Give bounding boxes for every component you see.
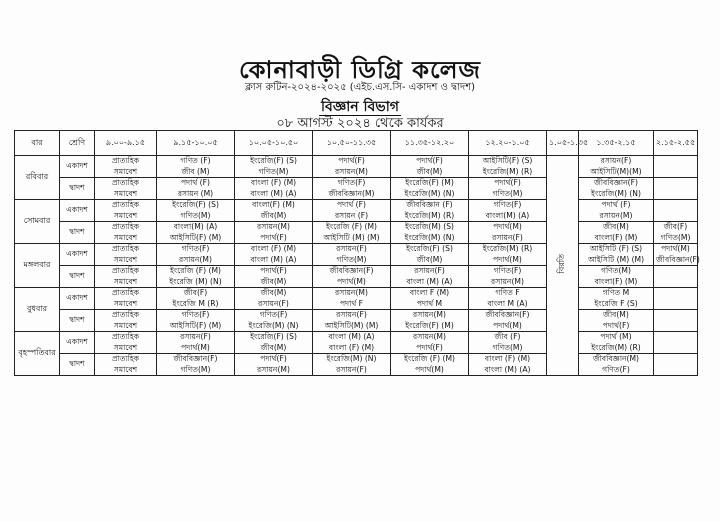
class-cell: দ্বাদশ <box>60 222 95 244</box>
subject-line: আইসিটি(M)(M) <box>590 166 642 176</box>
period-cell <box>469 200 547 222</box>
subject-line: রসায়ন(F) <box>258 298 289 308</box>
subject-line: ইংরেজি(M) (N) <box>404 188 455 198</box>
subject-line: গণিত(M) <box>336 254 367 264</box>
subject-line: পদার্থ(M) <box>493 254 522 264</box>
class-cell: দ্বাদশ <box>60 178 95 200</box>
assembly-cell <box>95 354 157 376</box>
subject-line: ইংরেজি (F) (M) <box>169 266 221 275</box>
subject-line: গণিত(M) <box>258 166 289 176</box>
subject-line: রসায়ন(F) <box>414 266 445 275</box>
day-cell: বুধবার <box>15 288 60 332</box>
subject-line: গণিত F <box>495 288 520 297</box>
header-cell: ১১.৩৫-১২.২০ <box>391 131 469 156</box>
period-cell <box>235 200 313 222</box>
subject-line: ইংরেজি(M) (R) <box>482 166 533 176</box>
subject-line: বাংলা (F) (M) <box>250 244 297 253</box>
subject-line: গণিত(M) <box>180 210 211 220</box>
period-cell <box>157 244 235 266</box>
subject-line: রসায়ন(M) <box>413 332 446 341</box>
department-label: বিজ্ঞান বিভাগ <box>321 99 399 115</box>
subject-line <box>656 343 695 354</box>
period-cell <box>235 244 313 266</box>
subject-line: গণিত(M) <box>492 188 523 198</box>
period-cell <box>469 222 547 244</box>
subject-line: পদার্থ(F) <box>260 354 287 363</box>
class-cell: একাদশ <box>60 332 95 354</box>
subject-line: বাংলা (F) (M) <box>328 342 375 352</box>
subject-line: ইংরেজি(M) (S) <box>404 222 455 231</box>
subject-line: গণিত(M) <box>601 266 631 275</box>
period-cell <box>313 156 391 178</box>
subject-line: রসায়ন(M) <box>335 288 368 297</box>
subject-line: ইংরেজি(F) (S) <box>172 200 219 209</box>
period-cell <box>579 200 654 222</box>
assembly-line: সমাবেশ <box>113 232 138 242</box>
subject-line: জীববিজ্ঞান(M) <box>328 188 375 198</box>
subject-line: পদার্থ(M) <box>493 320 522 330</box>
period-cell <box>654 354 698 376</box>
college-title: কোনাবাড়ী ডিগ্রি কলেজ <box>239 56 481 84</box>
subject-line: ইংরেজি(M) (R) <box>404 210 455 220</box>
period-cell <box>579 244 654 266</box>
subject-line: পদার্থ(M) <box>337 276 366 286</box>
subject-line: জীব(F) <box>183 288 208 297</box>
subject-line: পদার্থ M <box>416 298 443 308</box>
class-cell: দ্বাদশ <box>60 266 95 288</box>
period-cell <box>235 332 313 354</box>
period-cell <box>157 178 235 200</box>
routine-body <box>15 156 698 376</box>
class-cell: দ্বাদশ <box>60 310 95 332</box>
subject-line: গণিত(F) <box>259 310 288 319</box>
assembly-cell <box>95 310 157 332</box>
subject-line: গণিত(M) <box>492 342 523 352</box>
subject-line: ইংরেজি(M) (N) <box>248 320 299 330</box>
period-cell <box>313 354 391 376</box>
subject-line: রসায়ন(M) <box>179 254 212 264</box>
class-cell: দ্বাদশ <box>60 354 95 376</box>
subject-line: ইংরেজি (F) (M) <box>403 354 455 363</box>
subject-line: ইংরেজি(M) (R) <box>482 244 533 253</box>
period-cell <box>469 354 547 376</box>
class-cell: একাদশ <box>60 200 95 222</box>
subject-line: রসায়ন(M) <box>599 210 633 220</box>
subject-line: বাংলা (M) (A) <box>406 276 453 286</box>
class-cell: একাদশ <box>60 244 95 266</box>
subject-line: গণিত(M) <box>180 364 211 374</box>
period-cell <box>654 178 698 200</box>
assembly-line: সমাবেশ <box>113 254 138 264</box>
subject-line: জীব(M) <box>416 166 443 176</box>
subject-line: রসায়ন(F) <box>180 332 211 341</box>
period-cell <box>391 156 469 178</box>
period-cell <box>313 310 391 332</box>
subject-line: পদার্থ(M) <box>661 244 690 253</box>
subject-line: রসায়ন(M) <box>413 310 446 319</box>
header-row <box>15 131 698 156</box>
assembly-line: প্রাত্যহিক <box>111 310 140 319</box>
subject-line: বাংলা(F) (M) <box>594 232 638 242</box>
subject-line: ইংরেজি(M) (N) <box>591 188 641 198</box>
subject-line: আইসিটি(F) (S) <box>482 156 533 165</box>
header-cell: ১২.২০-১.০৫ <box>469 131 547 156</box>
subject-line: জীব(M) <box>416 254 443 264</box>
header-cell: ৯.০০-৯.১৫ <box>95 131 157 156</box>
subject-line: পদার্থ (F) <box>181 178 210 187</box>
period-cell <box>654 288 698 310</box>
subject-line: বাংলা (M) (A) <box>328 332 375 341</box>
subject-line: পদার্থ(M) <box>181 342 210 352</box>
subject-line: রসায়ন(F) <box>336 310 367 319</box>
subject-line <box>656 178 695 189</box>
day-cell: মঙ্গলবার <box>15 244 60 288</box>
subject-line <box>656 200 695 211</box>
subject-line: ইংরেজি (M) (N) <box>169 276 222 286</box>
subject-line: ইংরেজি(F) (S) <box>250 156 297 165</box>
subject-line: ইংরেজি(F) (S) <box>250 332 297 341</box>
period-cell <box>654 156 698 178</box>
subject-line: জীববিজ্ঞান(F) <box>173 354 218 363</box>
subject-line: রসায়ন(F) <box>336 364 367 374</box>
subject-line: গণিত M <box>602 288 630 297</box>
day-cell: বৃহস্পতিবার <box>15 332 60 376</box>
subject-line: রসায়ন(M) <box>335 166 368 176</box>
period-cell <box>157 354 235 376</box>
period-cell <box>579 222 654 244</box>
subject-line: পদার্থ (F) <box>337 200 366 209</box>
table-row <box>15 288 698 310</box>
subject-line: পদার্থ(F) <box>602 320 630 330</box>
subject-line: জীববিজ্ঞান (F) <box>406 200 453 209</box>
assembly-line: সমাবেশ <box>113 364 138 374</box>
subject-line: গণিত (F) <box>180 156 211 165</box>
period-cell <box>157 222 235 244</box>
day-cell: রবিবার <box>15 156 60 200</box>
subject-line <box>656 156 695 167</box>
assembly-cell <box>95 332 157 354</box>
header-cell: বার <box>15 131 60 156</box>
period-cell <box>235 266 313 288</box>
period-cell <box>157 156 235 178</box>
subject-line: গণিত(F) <box>602 364 630 374</box>
period-cell <box>391 200 469 222</box>
period-cell <box>313 178 391 200</box>
header-cell: ১.০৫-১.৩৫ <box>547 131 579 156</box>
assembly-line: প্রাত্যহিক <box>111 222 140 231</box>
period-cell <box>235 288 313 310</box>
subject-line: ইংরেজি F (S) <box>594 298 638 308</box>
period-cell <box>579 178 654 200</box>
table-row <box>15 222 698 244</box>
period-cell <box>579 310 654 332</box>
period-cell <box>235 222 313 244</box>
subject-line: গণিত(F) <box>181 310 210 319</box>
subject-line <box>656 365 695 376</box>
assembly-cell <box>95 178 157 200</box>
period-cell <box>235 310 313 332</box>
assembly-line: সমাবেশ <box>113 298 138 308</box>
subject-line <box>656 189 695 200</box>
subject-line: গণিত(F) <box>337 178 366 187</box>
period-cell <box>313 222 391 244</box>
subject-line: ইংরেজি(M) (N) <box>326 354 377 363</box>
subject-line: আইসিটি(M) (M) <box>324 320 379 330</box>
period-cell <box>654 244 698 266</box>
assembly-line: প্রাত্যহিক <box>111 354 140 363</box>
subject-line <box>656 277 695 288</box>
routine-subtitle: ক্লাস রুটিন-২০২৪-২০২৫ (এইচ.এস.সি- একাদশ ও দ্বাদশ) <box>244 82 476 93</box>
subject-line: আইসিটি (M) (M) <box>587 254 645 264</box>
subject-line: রসায়ন(M) <box>257 222 290 231</box>
period-cell <box>157 288 235 310</box>
subject-line: পদার্থ(F) <box>416 342 443 352</box>
subject-line: ইংরেজি(F) (M) <box>405 178 454 187</box>
period-cell <box>157 332 235 354</box>
subject-line: রসায়ন(F) <box>600 156 632 165</box>
table-row <box>15 266 698 288</box>
subject-line: জীববিজ্ঞান(F) <box>594 178 638 187</box>
period-cell <box>235 156 313 178</box>
period-cell <box>469 156 547 178</box>
period-cell <box>157 266 235 288</box>
period-cell <box>313 288 391 310</box>
period-cell <box>469 266 547 288</box>
day-cell: সোমবার <box>15 200 60 244</box>
assembly-cell <box>95 200 157 222</box>
subject-line: জীববিজ্ঞান(F) <box>656 254 700 264</box>
subject-line: জীব(M) <box>260 276 287 286</box>
subject-line: বাংলা (M) (A) <box>484 364 531 374</box>
period-cell <box>313 244 391 266</box>
subject-line: গণিত(F) <box>181 244 210 253</box>
header-cell: ২.১৫-২.৫৫ <box>654 131 698 156</box>
subject-line: বাংলা (F) (M) <box>250 178 297 187</box>
assembly-cell <box>95 244 157 266</box>
subject-line: পদার্থ(F) <box>338 156 365 165</box>
subject-line: রসায়ন(M) <box>257 364 290 374</box>
header-cell: ৯.১৫-১০.০৫ <box>157 131 235 156</box>
subject-line: বাংলা (M) (A) <box>250 188 297 198</box>
subject-line: জীব(F) <box>663 222 688 231</box>
assembly-line: প্রাত্যহিক <box>111 244 140 253</box>
subject-line <box>656 332 695 343</box>
subject-line: পদার্থ (M) <box>600 332 632 341</box>
subject-line: বাংলা (M) (A) <box>250 254 297 264</box>
period-cell <box>469 310 547 332</box>
period-cell <box>391 244 469 266</box>
subject-line <box>656 167 695 178</box>
period-cell <box>654 266 698 288</box>
subject-line: ইংরেজি(F) (M) <box>405 320 454 330</box>
period-cell <box>579 266 654 288</box>
subject-line: বাংলা (F) (M) <box>484 354 531 363</box>
table-row <box>15 244 698 266</box>
subject-line: বাংলা(M) (A) <box>485 210 530 220</box>
assembly-line: সমাবেশ <box>113 342 138 352</box>
subject-line: জীব(M) <box>260 342 287 352</box>
subject-line <box>656 211 695 222</box>
subject-line: গণিত(F) <box>493 200 522 209</box>
header-cell: ১০.৫০-১১.৩৫ <box>313 131 391 156</box>
assembly-cell <box>95 222 157 244</box>
subject-line: পদার্থ(F) <box>416 156 443 165</box>
assembly-line: সমাবেশ <box>113 320 138 330</box>
subject-line: জীববিজ্ঞান(F) <box>329 266 374 275</box>
break-label: বিরতি <box>557 254 567 274</box>
assembly-line: প্রাত্যহিক <box>111 156 140 165</box>
period-cell <box>313 200 391 222</box>
period-cell <box>579 332 654 354</box>
assembly-cell <box>95 266 157 288</box>
table-row <box>15 200 698 222</box>
period-cell <box>469 332 547 354</box>
assembly-line: সমাবেশ <box>113 188 138 198</box>
subject-line: ইংরেজি (F) (M) <box>325 222 377 231</box>
subject-line: জীব(M) <box>260 210 287 220</box>
period-cell <box>313 332 391 354</box>
assembly-cell <box>95 156 157 178</box>
subject-line <box>656 354 695 365</box>
subject-line: ইংরেজি(M) (R) <box>591 342 641 352</box>
period-cell <box>391 310 469 332</box>
assembly-line: প্রাত্যহিক <box>111 288 140 297</box>
period-cell <box>469 244 547 266</box>
period-cell <box>391 266 469 288</box>
assembly-cell <box>95 288 157 310</box>
assembly-line: সমাবেশ <box>113 276 138 286</box>
subject-line: পদার্থ(F) <box>260 232 287 242</box>
period-cell <box>654 332 698 354</box>
subject-line <box>656 266 695 277</box>
subject-line: জীব(M) <box>603 310 629 319</box>
period-cell <box>654 222 698 244</box>
subject-line: ইংরেজি M (R) <box>172 298 219 308</box>
assembly-line: প্রাত্যহিক <box>111 178 140 187</box>
subject-line: বাংলা(M) (A) <box>173 222 218 231</box>
subject-line: রসায়ন(F) <box>492 232 523 242</box>
subject-line: পদার্থ(M) <box>415 364 444 374</box>
period-cell <box>235 354 313 376</box>
subject-line: জীব (M) <box>181 166 210 176</box>
class-cell: একাদশ <box>60 156 95 178</box>
table-row <box>15 156 698 178</box>
table-row <box>15 354 698 376</box>
header-cell: ১০.০৫-১০.৫০ <box>235 131 313 156</box>
period-cell <box>391 222 469 244</box>
routine-table <box>14 130 698 376</box>
subject-line: বাংলা M (A) <box>487 298 528 308</box>
table-row <box>15 310 698 332</box>
subject-line <box>656 310 695 321</box>
subject-line <box>656 321 695 332</box>
subject-line: আইসিটি(F) (M) <box>169 232 222 242</box>
subject-line: পদার্থ(F) <box>260 266 287 275</box>
subject-line: পদার্থ F <box>339 298 364 308</box>
subject-line: পদার্থ (F) <box>601 200 631 209</box>
assembly-line: প্রাত্যহিক <box>111 266 140 275</box>
period-cell <box>391 354 469 376</box>
subject-line: রসায়ন(M) <box>491 276 524 286</box>
subject-line: জীব(M) <box>260 288 287 297</box>
subject-line: আইসিটি (F) (S) <box>589 244 643 253</box>
subject-line: ইংরেজি(M) (N) <box>404 232 455 242</box>
break-cell <box>547 156 579 376</box>
subject-line: বাংলা(F) (M) <box>594 276 638 286</box>
subject-line: পদার্থ(F) <box>494 178 521 187</box>
period-cell <box>579 288 654 310</box>
subject-line <box>656 299 695 310</box>
assembly-line: প্রাত্যহিক <box>111 332 140 341</box>
period-cell <box>391 288 469 310</box>
period-cell <box>469 288 547 310</box>
subject-line: গণিত(F) <box>493 266 522 275</box>
subject-line <box>656 288 695 299</box>
subject-line: আইসিটি(F) (M) <box>169 320 222 330</box>
period-cell <box>579 354 654 376</box>
subject-line: বাংলা(F) (M) <box>252 200 295 209</box>
subject-line: জীববিজ্ঞান(F) <box>485 310 530 319</box>
assembly-line: সমাবেশ <box>113 210 138 220</box>
assembly-line: সমাবেশ <box>113 166 138 176</box>
subject-line: জীব(M) <box>603 222 629 231</box>
subject-line: আইসিটি (M) (M) <box>323 232 380 242</box>
table-row <box>15 332 698 354</box>
subject-line: বাংলা F (M) <box>409 288 450 297</box>
subject-line: ইংরেজি(F) (S) <box>406 244 453 253</box>
subject-line: রসায়ন(F) <box>336 244 367 253</box>
table-row <box>15 178 698 200</box>
class-cell: একাদশ <box>60 288 95 310</box>
subject-line: রসায়ন (F) <box>334 210 369 220</box>
subject-line: রসায়ন (M) <box>177 188 214 198</box>
period-cell <box>313 266 391 288</box>
subject-line: জীব (F) <box>494 332 521 341</box>
period-cell <box>391 178 469 200</box>
period-cell <box>654 200 698 222</box>
subject-line: পদার্থ(M) <box>493 222 522 231</box>
period-cell <box>391 332 469 354</box>
header-cell: শ্রেণি <box>60 131 95 156</box>
period-cell <box>157 200 235 222</box>
period-cell <box>157 310 235 332</box>
period-cell <box>579 156 654 178</box>
period-cell <box>469 178 547 200</box>
header-cell: ১.৩৫-২.১৫ <box>579 131 654 156</box>
subject-line: জীববিজ্ঞান(M) <box>592 354 640 363</box>
assembly-line: প্রাত্যহিক <box>111 200 140 209</box>
period-cell <box>235 178 313 200</box>
effective-date: ০৮ আগস্ট ২০২৪ থেকে কার্যকর <box>276 116 444 131</box>
subject-line: গণিত(M) <box>660 232 691 242</box>
period-cell <box>654 310 698 332</box>
